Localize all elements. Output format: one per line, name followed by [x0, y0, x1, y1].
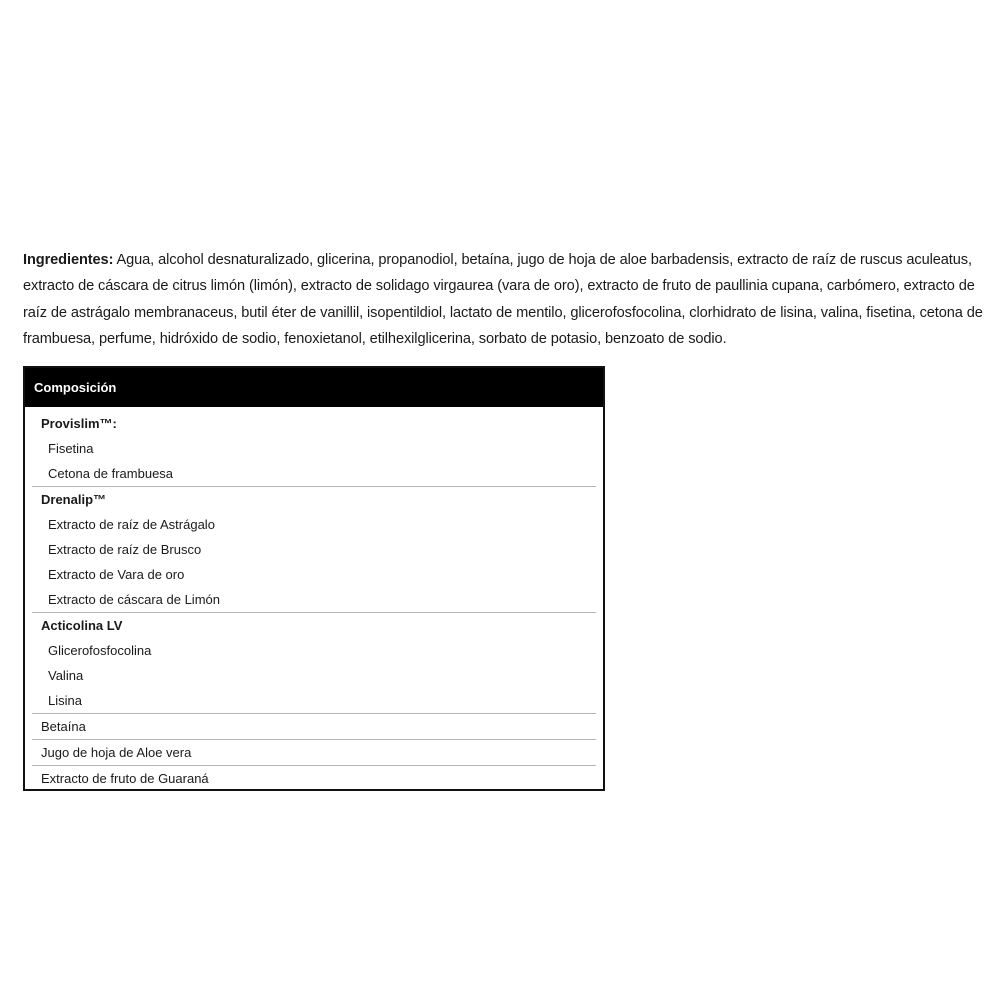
group-item: Extracto de Vara de oro — [48, 567, 185, 582]
group-title: Provislim™: — [41, 416, 117, 431]
group-item: Fisetina — [48, 441, 94, 456]
composition-row-guarana: Extracto de fruto de Guaraná — [41, 771, 209, 786]
group-item: Cetona de frambuesa — [48, 466, 174, 481]
composition-group-provislim — [32, 411, 596, 487]
composition-group-acticolina — [32, 613, 596, 714]
ingredients-paragraph — [23, 247, 988, 352]
group-item: Extracto de raíz de Astrágalo — [48, 517, 215, 532]
group-title: Drenalip™ — [41, 492, 107, 507]
group-item: Valina — [48, 668, 84, 683]
group-item: Extracto de cáscara de Limón — [48, 592, 220, 607]
composition-row-aloe-vera: Jugo de hoja de Aloe vera — [32, 740, 596, 766]
group-item: Glicerofosfocolina — [48, 643, 152, 658]
ingredients-text: Agua, alcohol desnaturalizado, glicerina, propanodiol, betaína, jugo de hoja de aloe barbadensis, extracto de raíz de ruscus aculeatus, extracto de cáscara de citrus limón (limón), extracto de solidago virgaurea (vara de oro), extracto de fruto de paullinia cupana, carbómero, extracto de raíz de astrágalo membranaceus, butil éter de vanillil, isopentildiol, lactato de mentilo, glicerofosfocolina, clorhidrato de lisina, valina, fisetina, cetona de frambuesa, perfume, hidróxido de sodio, fenoxietanol, etilhexilglicerina, sorbato de potasio, benzoato de sodio. — [23, 252, 983, 347]
group-title: Acticolina LV — [41, 618, 123, 633]
composition-group-drenalip — [32, 487, 596, 613]
composition-row-betaina: Betaína — [32, 714, 596, 740]
ingredients-label: Ingredientes: — [23, 252, 114, 268]
group-item: Extracto de raíz de Brusco — [48, 542, 202, 557]
composition-header: Composición — [25, 368, 603, 407]
group-item: Lisina — [48, 693, 82, 708]
composition-table — [23, 366, 605, 791]
composition-body — [25, 407, 603, 791]
